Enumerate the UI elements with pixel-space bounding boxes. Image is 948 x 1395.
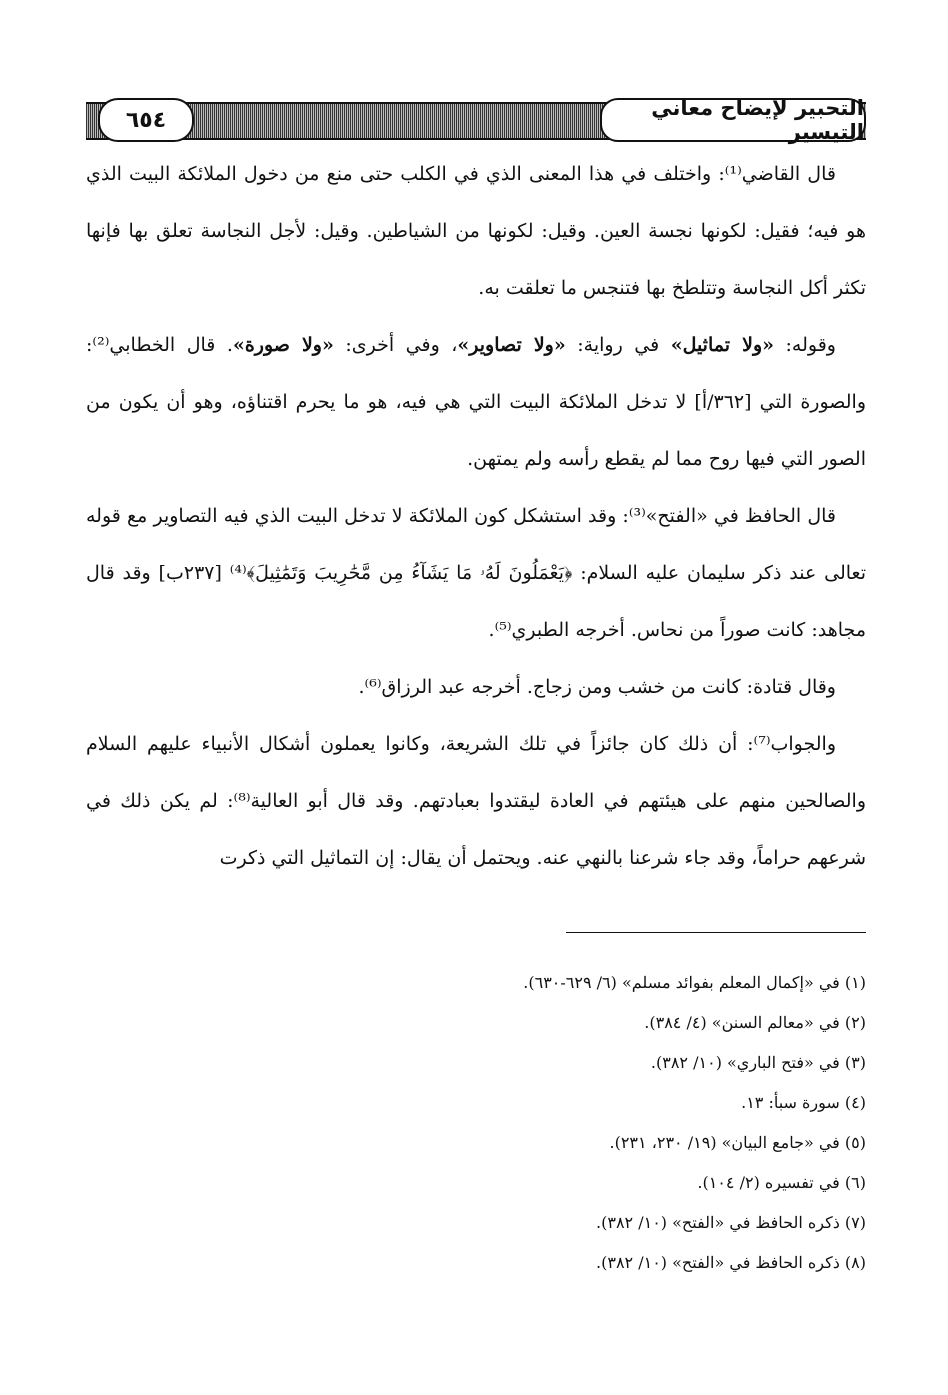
main-text <box>86 146 866 887</box>
p2-text-g: . قال الخطابي⁽²⁾: والصورة التي [٣٦٢/أ] لا تدخل الملائكة البيت التي هي فيه، هو ما يحرم اقتناؤه، وهو أن يكون من الصور التي فيها روح مما لم يقطع رأسه ولم يمتهن. <box>86 334 867 470</box>
paragraph-2 <box>86 317 866 488</box>
footnote-3: (٣) في «فتح الباري» (١٠/ ٣٨٢). <box>650 1053 866 1072</box>
page-number: ٦٥٤ <box>98 98 194 142</box>
p2-text-e: ، وفي أخرى: <box>333 334 458 356</box>
footnote-1: (١) في «إكمال المعلم بفوائد مسلم» (٦/ ٦٢٩-٦٣٠). <box>523 973 866 992</box>
footnote-5: (٥) في «جامع البيان» (١٩/ ٢٣٠، ٢٣١). <box>609 1133 866 1152</box>
footnotes <box>86 963 866 1283</box>
paragraph-4: وقال قتادة: كانت من خشب ومن زجاج. أخرجه عبد الرزاق⁽⁶⁾. <box>358 676 836 698</box>
p2-text-c: في رواية: <box>565 334 671 356</box>
footnote-2: (٢) في «معالم السنن» (٤/ ٣٨٤). <box>644 1013 866 1032</box>
paragraph-5: والجواب⁽⁷⁾: أن ذلك كان جائزاً في تلك الشريعة، وكانوا يعملون أشكال الأنبياء عليهم السلام والصالحين منهم على هيئتهم في العادة ليقتدوا بعبادتهم. وقد قال أبو العالية⁽⁸⁾: لم يكن ذلك في شرعهم حراماً، وقد جاء شرعنا بالنهي عنه. ويحتمل أن يقال: إن التماثيل التي ذكرت <box>86 733 866 869</box>
p2-text-a: وقوله: <box>774 334 836 356</box>
book-title: التحبير لإيضاح معاني التيسير <box>600 98 866 142</box>
paragraph-3: قال الحافظ في «الفتح»⁽³⁾: وقد استشكل كون الملائكة لا تدخل البيت الذي فيه التصاوير مع قوله تعالى عند ذكر سليمان عليه السلام: ﴿يَعْمَلُونَ لَهُۥ مَا يَشَآءُ مِن مَّحَٰرِيبَ وَتَمَٰثِيلَ﴾⁽⁴⁾ [٢٣٧ب] وقد قال مجاهد: كانت صوراً من نحاس. أخرجه الطبري⁽⁵⁾. <box>86 505 866 641</box>
footnote-8: (٨) ذكره الحافظ في «الفتح» (١٠/ ٣٨٢). <box>596 1253 866 1272</box>
footnote-4: (٤) سورة سبأ: ١٣. <box>741 1093 866 1112</box>
footnote-separator <box>566 932 866 933</box>
paragraph-1: قال القاضي⁽¹⁾: واختلف في هذا المعنى الذي في الكلب حتى منع من دخول الملائكة البيت الذي هو فيه؛ فقيل: لكونها نجسة العين. وقيل: لكونها من الشياطين. وقيل: لأجل النجاسة تعلق بها فإنها تكثر أكل النجاسة وتتلطخ بها فتنجس ما تعلقت به. <box>86 163 866 299</box>
p2-quote-2: «ولا تصاوير» <box>457 334 566 356</box>
page-header <box>86 98 866 142</box>
footnote-6: (٦) في تفسيره (٢/ ١٠٤). <box>697 1173 866 1192</box>
p2-quote-3: «ولا صورة» <box>232 334 334 356</box>
p2-quote-1: «ولا تماثيل» <box>670 334 775 356</box>
footnote-7: (٧) ذكره الحافظ في «الفتح» (١٠/ ٣٨٢). <box>596 1213 866 1232</box>
